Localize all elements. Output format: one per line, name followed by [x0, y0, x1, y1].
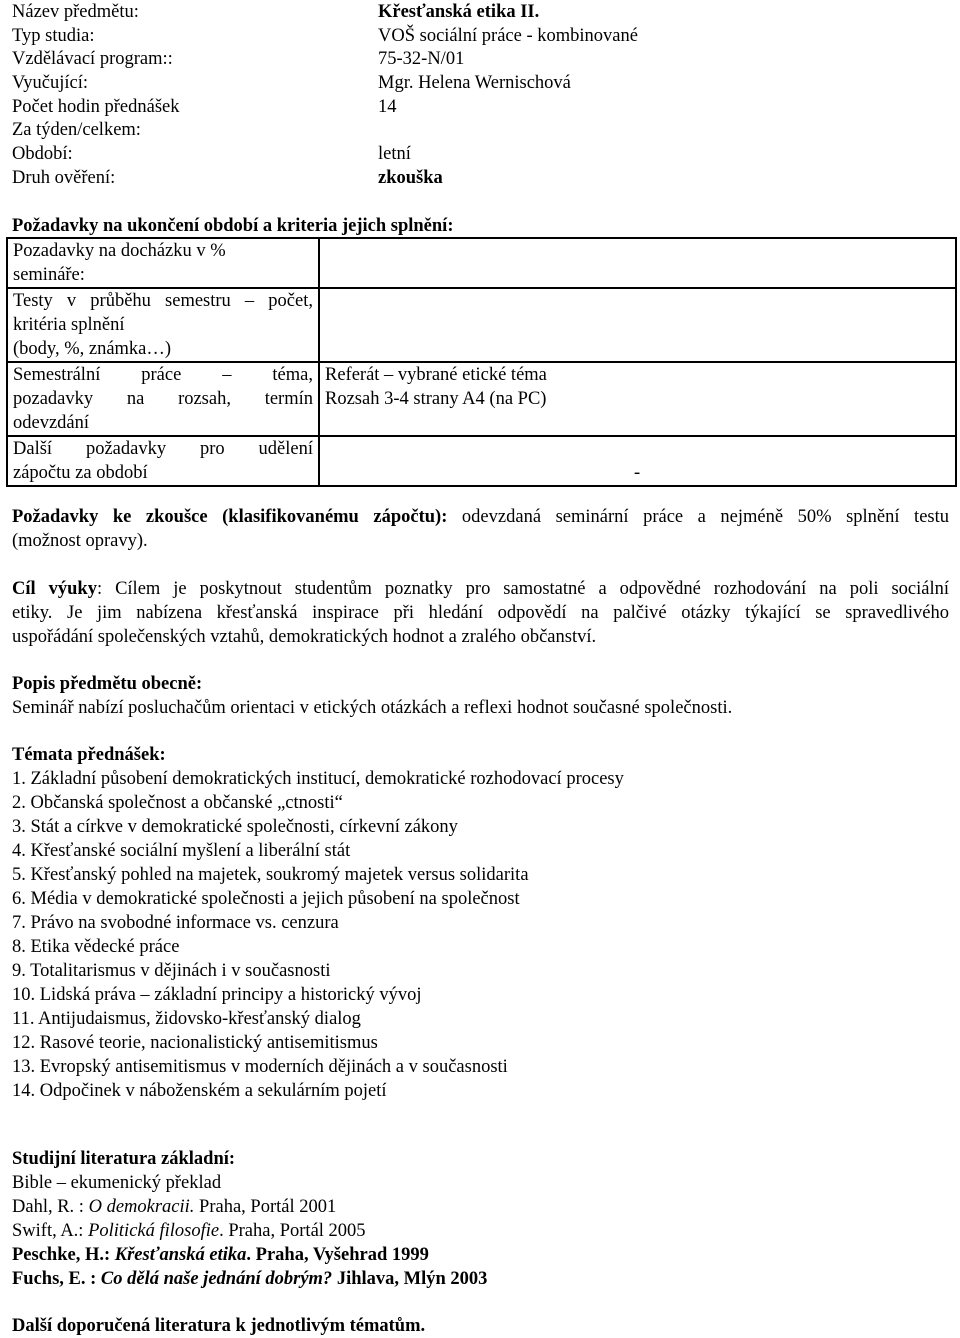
table-row [7, 436, 956, 486]
list-item: 11. Antijudaismus, židovsko-křesťanský dialog [12, 1009, 361, 1029]
exam-label: Požadavky ke zkoušce (klasifikovanému zápočtu): [12, 507, 448, 527]
literature-item [12, 1171, 949, 1195]
table-cell-label [7, 362, 319, 436]
cell-line: Referát – vybrané etické téma [325, 365, 547, 385]
info-label: Typ studia: [12, 25, 95, 46]
cell-line: Rozsah 3-4 strany A4 (na PC) [325, 389, 547, 409]
topics-heading: Témata přednášek: [12, 745, 166, 765]
goal-text: : Cílem je poskytnout studentům poznatky pro samostatné a odpovědné rozhodování na poli sociální [96, 579, 949, 599]
table-cell-label [7, 436, 319, 486]
cell-line: odevzdání [13, 413, 90, 433]
literature-heading: Studijní literatura základní: [12, 1149, 236, 1169]
requirements-heading: Požadavky na ukončení období a kriteria jejich splnění: [12, 216, 454, 236]
info-value: zkouška [378, 167, 443, 188]
cell-dash: - [634, 463, 641, 483]
list-item: 1. Základní působení demokratických institucí, demokratické rozhodovací procesy [12, 769, 624, 789]
literature-item [12, 1267, 949, 1291]
list-item: 10. Lidská práva – základní principy a historický vývoj [12, 985, 422, 1005]
info-value: Křesťanská etika II. [378, 2, 540, 22]
table-row [7, 362, 956, 436]
literature-publisher: . Praha, Vyšehrad 1999 [246, 1245, 429, 1265]
goal-label: Cíl výuky [12, 579, 97, 599]
list-item: 14. Odpočinek v náboženském a sekulárním pojetí [12, 1081, 387, 1101]
goal-line-2: etiky. Je jim nabízena křesťanská inspirace při hledání odpovědí na palčivé otázky týkající se spravedlivého [12, 603, 949, 623]
literature-publisher: Jihlava, Mlýn 2003 [332, 1269, 488, 1289]
literature-author: Swift, A.: [12, 1221, 89, 1241]
table-cell-label [7, 238, 319, 288]
list-item: 3. Stát a církve v demokratické společnosti, církevní zákony [12, 817, 458, 837]
info-label: Počet hodin přednášek [12, 96, 180, 117]
list-item: 12. Rasové teorie, nacionalistický antisemitismus [12, 1033, 378, 1053]
list-item: 4. Křesťanské sociální myšlení a liberální stát [12, 841, 351, 861]
cell-line: (body, %, známka…) [13, 339, 172, 359]
info-value: letní [378, 144, 411, 165]
literature-publisher: Praha, Portál 2001 [194, 1197, 337, 1217]
cell-line: Další požadavky pro udělení [13, 439, 313, 459]
literature-title: Politická filosofie [88, 1221, 220, 1241]
list-item: 6. Média v demokratické společnosti a jejich působení na společnost [12, 889, 520, 909]
exam-paragraph [12, 505, 949, 553]
table-row [7, 238, 956, 288]
requirements-table [6, 237, 957, 487]
cell-line: kritéria splnění [13, 315, 125, 335]
exam-line-1 [12, 505, 949, 529]
more-literature-title: Další doporučená literatura k jednotlivým tématům. [12, 1316, 426, 1336]
info-label: Za týden/celkem: [12, 120, 141, 141]
literature-title: Co dělá naše jednání dobrým? [100, 1269, 333, 1289]
literature-title: Křesťanská etika [114, 1245, 247, 1265]
literature-author: Peschke, H.: [12, 1245, 115, 1265]
info-value: VOŠ sociální práce - kombinované [378, 25, 638, 46]
cell-line: Testy v průběhu semestru – počet, [13, 291, 313, 311]
list-item: 9. Totalitarismus v dějinách i v současnosti [12, 961, 331, 981]
goal-line-3: uspořádání společenských vztahů, demokratických hodnot a zralého občanství. [12, 627, 597, 647]
topics-section [12, 743, 949, 1103]
list-item: 7. Právo na svobodné informace vs. cenzura [12, 913, 339, 933]
table-cell-label [7, 288, 319, 362]
cell-line: pozadavky na rozsah, termín [13, 389, 313, 409]
info-label: Vzdělávací program:: [12, 49, 173, 70]
info-value: 14 [378, 96, 397, 117]
table-cell-value [319, 288, 956, 362]
literature-author: Dahl, R. : [12, 1197, 89, 1217]
goal-paragraph [12, 577, 949, 649]
cell-line: Pozadavky na docházku v % [13, 241, 226, 261]
info-label: Název předmětu: [12, 2, 139, 22]
literature-item [12, 1243, 949, 1267]
more-literature-heading [12, 1314, 949, 1338]
literature-publisher: . Praha, Portál 2005 [219, 1221, 366, 1241]
cell-line: Semestrální práce – téma, [13, 365, 313, 385]
list-item: 13. Evropský antisemitismus v moderních dějinách a v současnosti [12, 1057, 508, 1077]
literature-author: Bible – ekumenický překlad [12, 1173, 222, 1193]
literature-section [12, 1147, 949, 1291]
table-cell-value [319, 238, 956, 288]
info-value: Mgr. Helena Wernischová [378, 73, 571, 94]
info-value: 75-32-N/01 [378, 49, 465, 70]
table-row [7, 288, 956, 362]
list-item: 8. Etika vědecké práce [12, 937, 180, 957]
cell-line: zápočtu za období [13, 463, 148, 483]
literature-title: O demokracii. [88, 1197, 195, 1217]
description-section [12, 672, 949, 720]
table-cell-value [319, 436, 956, 486]
goal-line-1 [12, 577, 949, 601]
literature-item [12, 1219, 949, 1243]
info-label: Období: [12, 144, 73, 165]
list-item: 2. Občanská společnost a občanské „ctnosti“ [12, 793, 343, 813]
description-heading: Popis předmětu obecně: [12, 674, 203, 694]
cell-line: semináře: [13, 265, 85, 285]
list-item: 5. Křesťanský pohled na majetek, soukromý majetek versus solidarita [12, 865, 529, 885]
literature-author: Fuchs, E. : [12, 1269, 101, 1289]
info-label: Druh ověření: [12, 167, 116, 188]
exam-text: odevzdaná seminární práce a nejméně 50% splnění testu [447, 507, 950, 527]
table-cell-value [319, 362, 956, 436]
literature-item [12, 1195, 949, 1219]
exam-line-2: (možnost opravy). [12, 531, 148, 551]
info-label: Vyučující: [12, 73, 89, 94]
description-text: Seminář nabízí posluchačům orientaci v etických otázkách a reflexi hodnot současné společnosti. [12, 698, 733, 718]
